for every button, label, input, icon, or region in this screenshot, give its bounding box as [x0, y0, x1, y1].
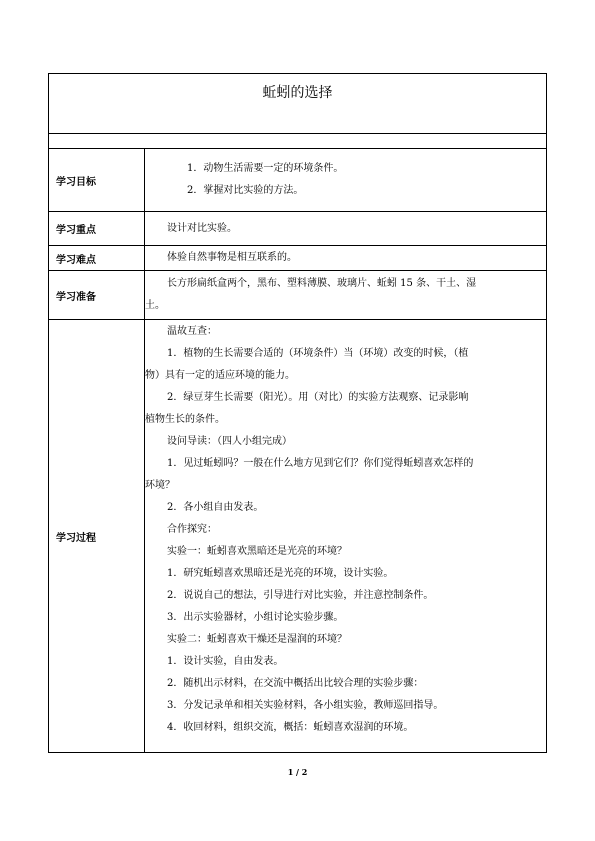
- exp2-step-4: 4．收回材料，组织交流，概括：蚯蚓喜欢湿润的环境。: [167, 722, 414, 733]
- process-label: 学习过程: [49, 320, 145, 753]
- guide-2: 2．各小组自由发表。: [167, 502, 264, 513]
- lesson-plan-table: [48, 73, 547, 753]
- prep-label: 学习准备: [49, 271, 145, 320]
- goal-content: [145, 149, 547, 212]
- exp1-heading: 实验一：蚯蚓喜欢黑暗还是光亮的环境？: [167, 546, 347, 557]
- exp2-step-3: 3．分发记录单和相关实验材料，各小组实验，教师巡回指导。: [167, 700, 444, 711]
- page-number: 1 / 2: [287, 767, 308, 777]
- review-1-line-1: 1．植物的生长需要合适的（环境条件）当（环境）改变的时候，（植: [167, 348, 469, 359]
- spacer-row: [49, 134, 547, 149]
- guide-heading: 设问导读：（四人小组完成）: [167, 436, 292, 447]
- prep-line-2: 土。: [145, 300, 165, 311]
- goal-line-2: 2．掌握对比实验的方法。: [187, 185, 304, 196]
- difficulty-label: 学习难点: [49, 246, 145, 271]
- exp1-step-1: 1．研究蚯蚓喜欢黑暗还是光亮的环境，设计实验。: [167, 568, 394, 579]
- exp2-heading: 实验二：蚯蚓喜欢干燥还是湿润的环境？: [167, 634, 347, 645]
- key-text: 设计对比实验。: [167, 222, 237, 234]
- exp2-step-2: 2．随机出示材料，在交流中概括出比较合理的实验步骤：: [167, 678, 424, 689]
- goal-line-1: 1．动物生活需要一定的环境条件。: [187, 163, 344, 174]
- coop-heading: 合作探究：: [167, 524, 217, 535]
- process-content: [145, 320, 547, 753]
- guide-1-line-1: 1．见过蚯蚓吗？一般在什么地方见到它们？你们觉得蚯蚓喜欢怎样的: [167, 458, 474, 469]
- exp2-step-1: 1．设计实验，自由发表。: [167, 656, 284, 667]
- review-1-line-2: 物）具有一定的适应环境的能力。: [145, 370, 295, 381]
- key-content: [145, 212, 547, 246]
- guide-1-line-2: 环境？: [145, 480, 175, 491]
- exp1-step-2: 2．说说自己的想法，引导进行对比实验，并注意控制条件。: [167, 590, 434, 601]
- prep-content: [145, 271, 547, 320]
- review-2-line-1: 2．绿豆芽生长需要（阳光）。用（对比）的实验方法观察、记录影响: [167, 392, 469, 403]
- goal-label: 学习目标: [49, 149, 145, 212]
- title-cell: [49, 74, 547, 134]
- review-2-line-2: 植物生长的条件。: [145, 414, 225, 425]
- exp1-step-3: 3．出示实验器材，小组讨论实验步骤。: [167, 612, 344, 623]
- page-title: 蚯蚓的选择: [262, 85, 333, 101]
- key-label: 学习重点: [49, 212, 145, 246]
- row-prep: [49, 271, 547, 320]
- row-process: [49, 320, 547, 753]
- difficulty-content: [145, 246, 547, 271]
- row-key: [49, 212, 547, 246]
- row-difficulty: [49, 246, 547, 271]
- prep-line-1: 长方形扁纸盒两个，黑布、塑料薄膜、玻璃片、蚯蚓 15 条、干土、湿: [167, 278, 477, 289]
- row-goal: [49, 149, 547, 212]
- review-heading: 温故互查：: [167, 326, 217, 337]
- difficulty-text: 体验自然事物是相互联系的。: [167, 252, 297, 263]
